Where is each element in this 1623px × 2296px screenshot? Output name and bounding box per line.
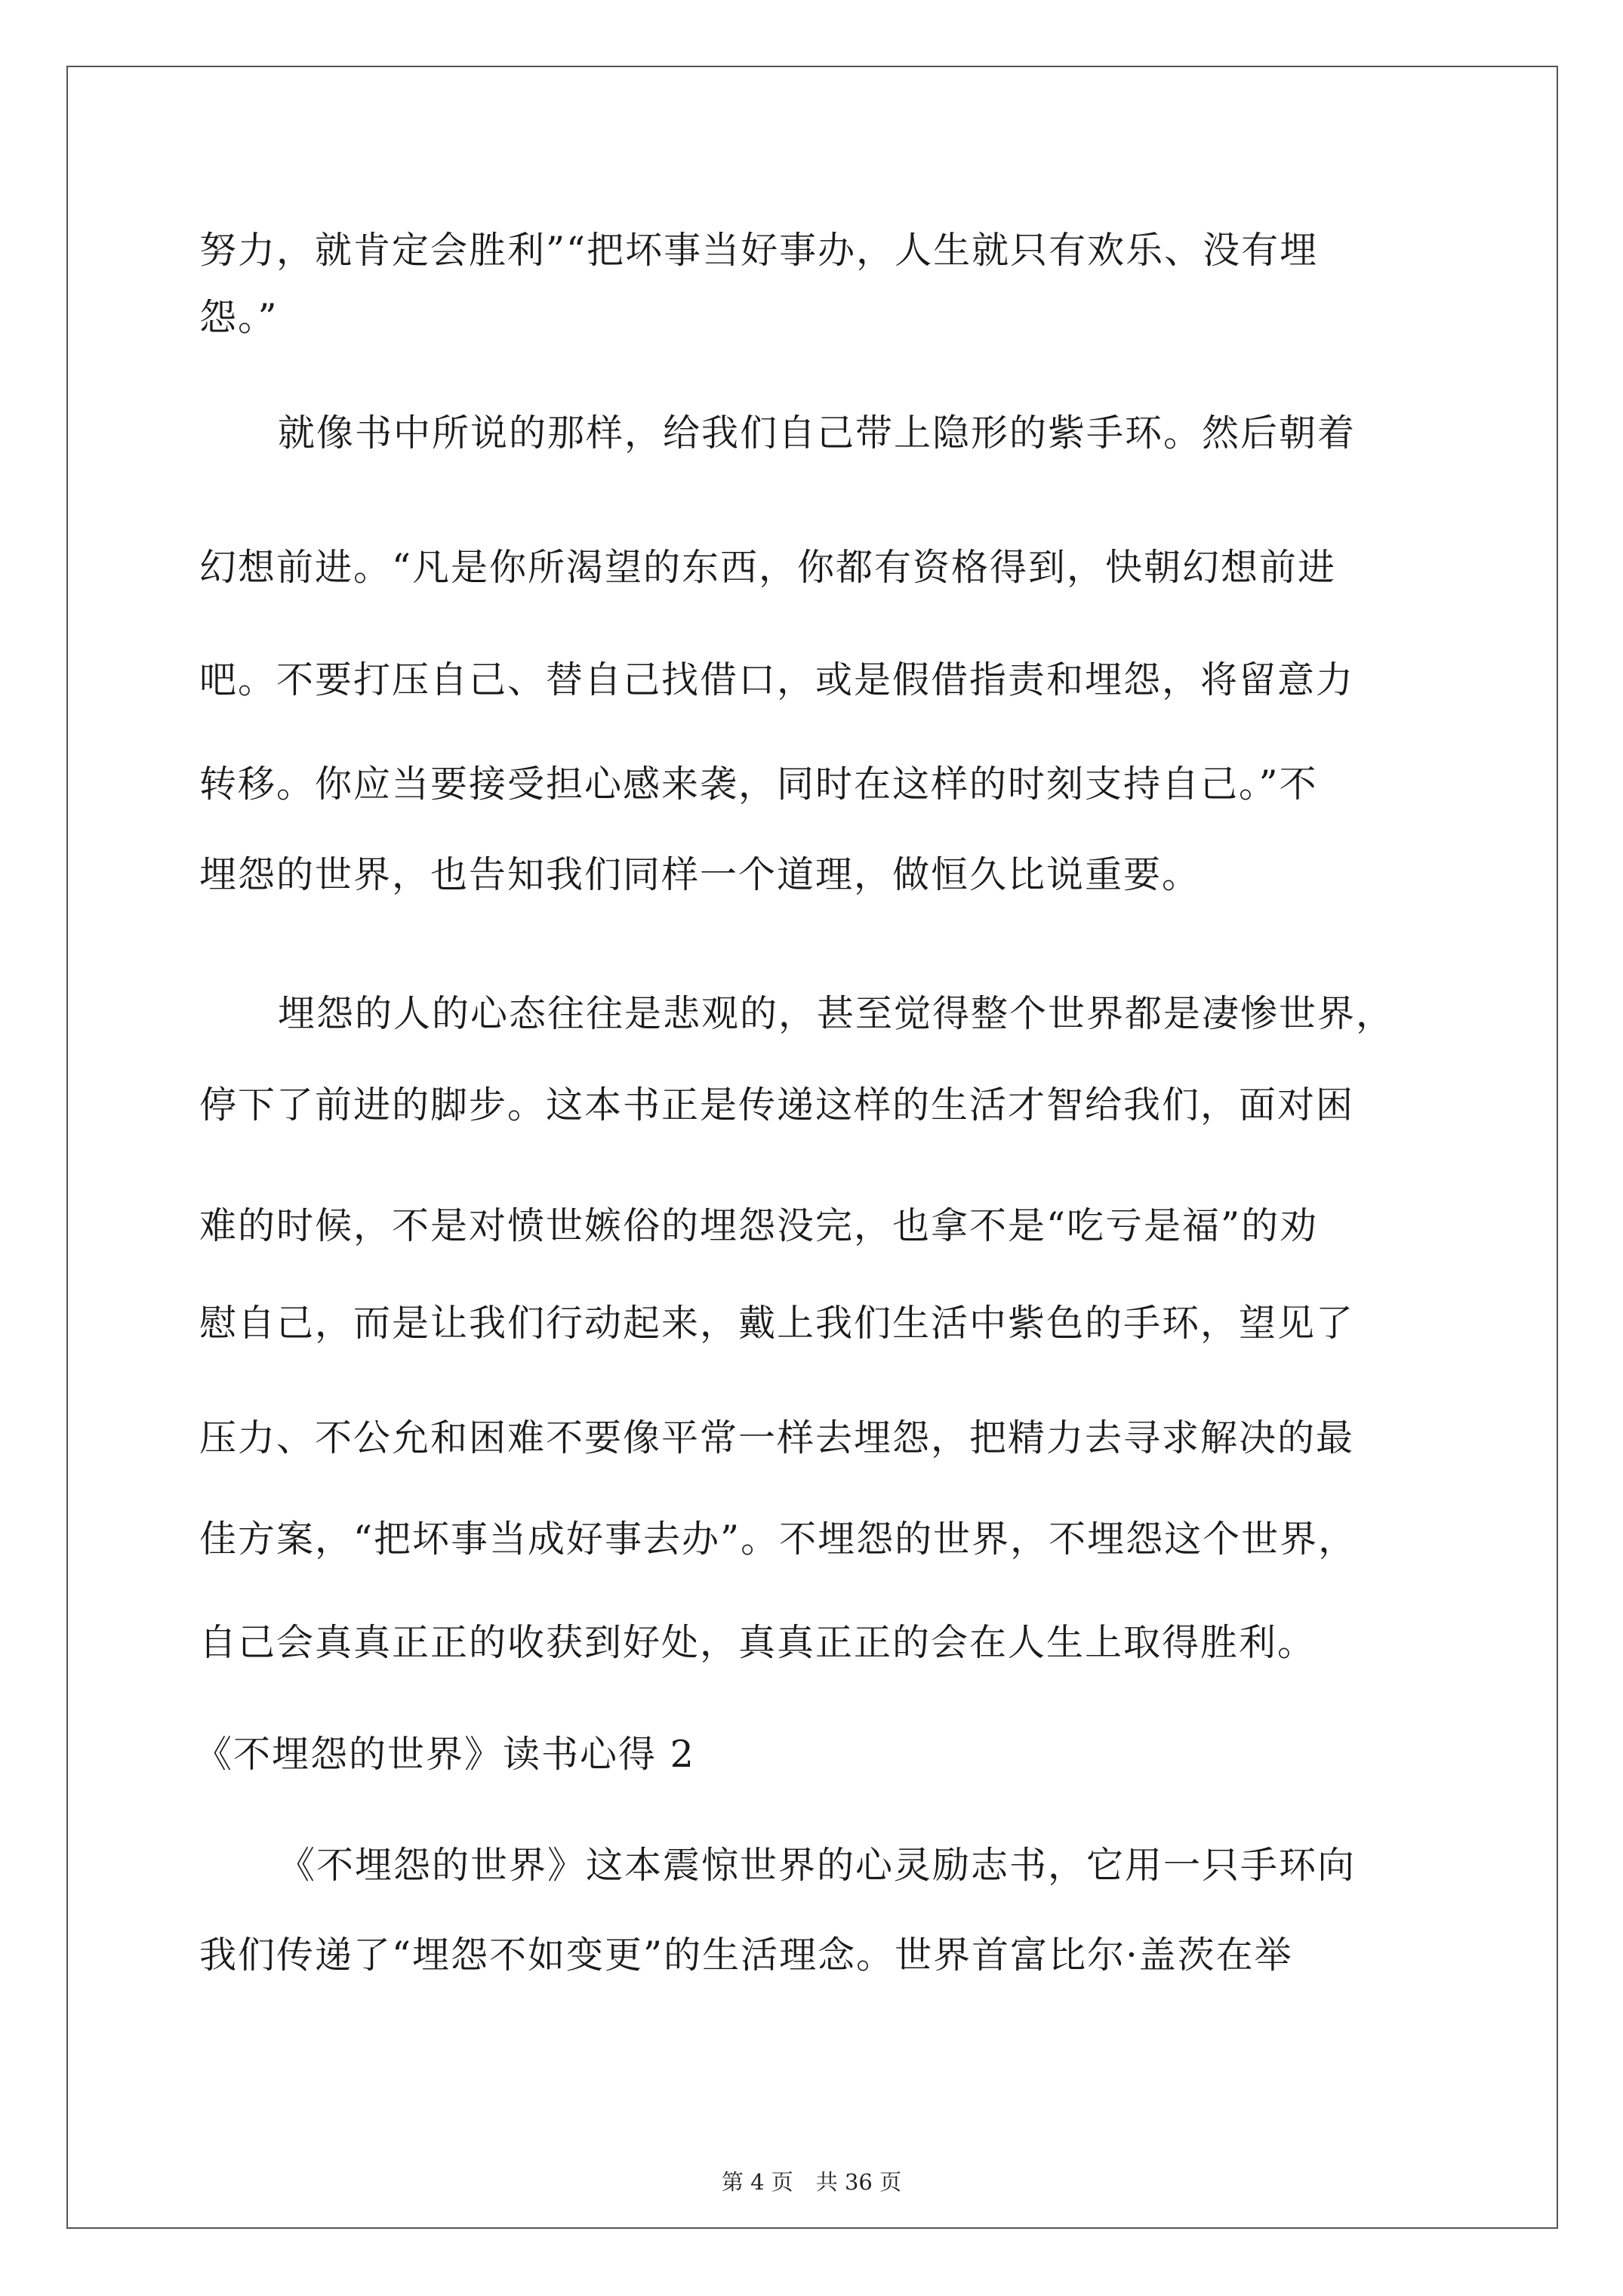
paragraph-start-line: 《不埋怨的世界》这本震惊世界的心灵励志书，它用一只手环向: [278, 1844, 1357, 1887]
page-number: 第 4 页: [721, 2169, 793, 2195]
text-line: 吧。不要打压自己、替自己找借口，或是假借指责和埋怨，将留意力: [199, 658, 1355, 701]
text-line: 压力、不公允和困难不要像平常一样去埋怨，把精力去寻求解决的最: [199, 1416, 1355, 1459]
section-heading: 《不埋怨的世界》读书心得 2: [195, 1733, 695, 1776]
text-line: 幻想前进。“凡是你所渴望的东西，你都有资格得到，快朝幻想前进: [199, 546, 1337, 589]
text-line: 埋怨的世界，也告知我们同样一个道理，做恒久比说重要。: [199, 853, 1201, 896]
paragraph-start-line: 埋怨的人的心态往往是悲观的，甚至觉得整个世界都是凄惨世界，: [278, 992, 1395, 1035]
page-footer: [0, 2167, 1623, 2197]
text-line: 转移。你应当要接受担心感来袭，同时在这样的时刻支持自己。”不: [199, 763, 1318, 806]
text-line: 怨。”: [199, 296, 279, 339]
total-pages: 共 36 页: [815, 2169, 902, 2195]
text-line: 自己会真真正正的收获到好处，真真正正的会在人生上取得胜利。: [199, 1621, 1317, 1664]
text-line: 停下了前进的脚步。这本书正是传递这样的生活才智给我们，面对困: [199, 1083, 1355, 1126]
text-line: 佳方案，“把坏事当成好事去办”。不埋怨的世界，不埋怨这个世界，: [199, 1518, 1357, 1561]
text-line: 努力，就肯定会胜利”“把坏事当好事办，人生就只有欢乐、没有埋: [199, 229, 1319, 272]
text-line: 慰自己，而是让我们行动起来，戴上我们生活中紫色的手环，望见了: [199, 1302, 1355, 1345]
paragraph-start-line: 就像书中所说的那样，给我们自己带上隐形的紫手环。然后朝着: [278, 411, 1357, 455]
page-border: [66, 66, 1558, 2229]
text-line: 我们传递了“埋怨不如变更”的生活理念。世界首富比尔·盖茨在举: [199, 1934, 1293, 1977]
text-line: 难的时候，不是对愤世嫉俗的埋怨没完，也拿不是“吃亏是福”的劝: [199, 1204, 1319, 1247]
